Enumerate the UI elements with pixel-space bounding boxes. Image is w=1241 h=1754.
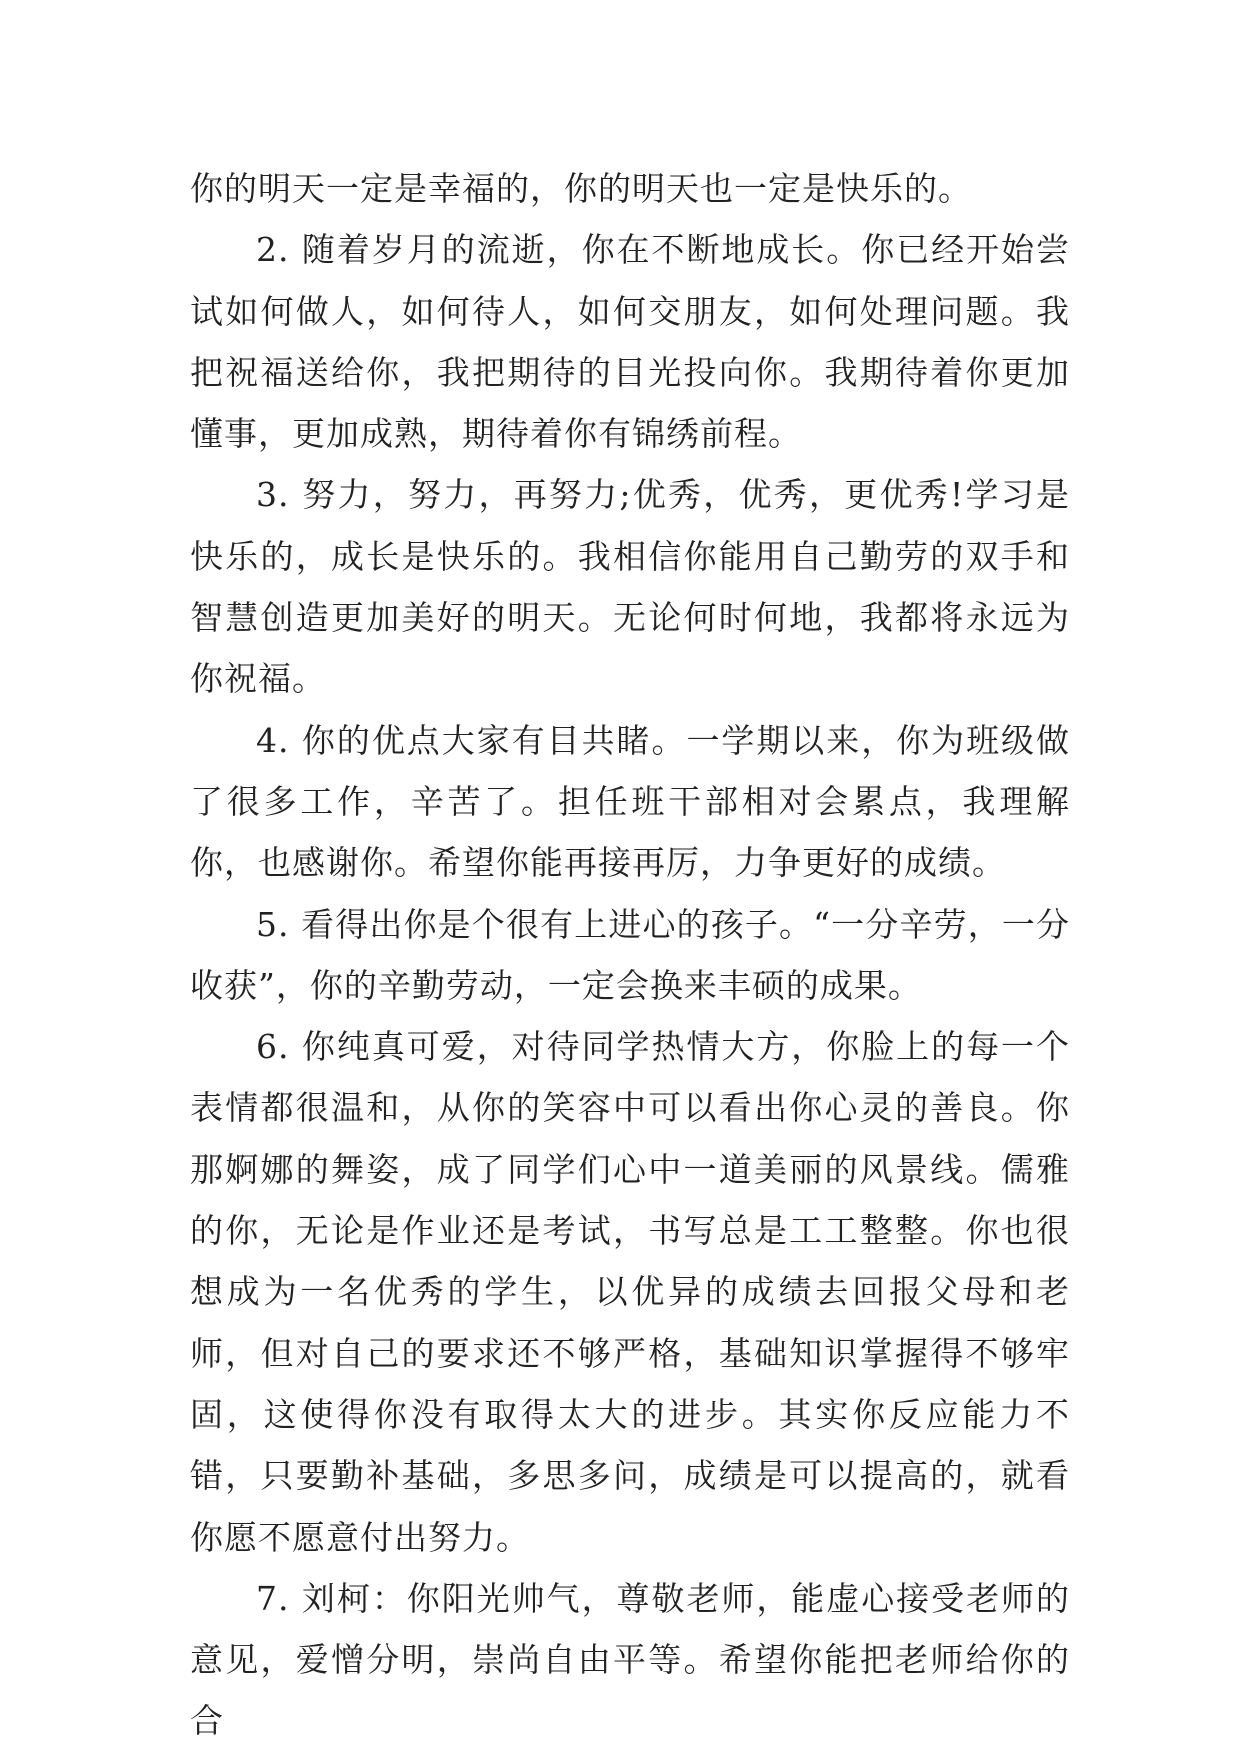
paragraph-item-5: 5. 看得出你是个很有上进心的孩子。“一分辛劳，一分收获”，你的辛勤劳动，一定会换来丰硕的成果。 xyxy=(190,904,1070,1005)
paragraph-continuation: 你的明天一定是幸福的，你的明天也一定是快乐的。 xyxy=(190,169,972,208)
paragraph-item-2: 2. 随着岁月的流逝，你在不断地成长。你已经开始尝试如何做人，如何待人，如何交朋友，如何处理问题。我把祝福送给你，我把期待的目光投向你。我期待着你更加懂事，更加成熟，期待着你有锦绣前程。 xyxy=(190,230,1070,454)
document-body xyxy=(190,158,1070,1752)
paragraph-item-4: 4. 你的优点大家有目共睹。一学期以来，你为班级做了很多工作，辛苦了。担任班干部相对会累点，我理解你，也感谢你。希望你能再接再厉，力争更好的成绩。 xyxy=(190,720,1070,883)
paragraph-item-3: 3. 努力，努力，再努力;优秀，优秀，更优秀!学习是快乐的，成长是快乐的。我相信你能用自己勤劳的双手和智慧创造更加美好的明天。无论何时何地，我都将永远为你祝福。 xyxy=(190,475,1070,699)
paragraph-item-6: 6. 你纯真可爱，对待同学热情大方，你脸上的每一个表情都很温和，从你的笑容中可以看出你心灵的善良。你那婀娜的舞姿，成了同学们心中一道美丽的风景线。儒雅的你，无论是作业还是考试，书写总是工工整整。你也很想成为一名优秀的学生，以优异的成绩去回报父母和老师，但对自己的要求还不够严格，基础知识掌握得不够牢固，这使得你没有取得太大的进步。其实你反应能力不错，只要勤补基础，多思多问，成绩是可以提高的，就看你愿不愿意付出努力。 xyxy=(190,1027,1070,1557)
paragraph-item-7: 7. 刘柯：你阳光帅气，尊敬老师，能虚心接受老师的意见，爱憎分明，崇尚自由平等。希望你能把老师给你的合 xyxy=(190,1578,1070,1741)
